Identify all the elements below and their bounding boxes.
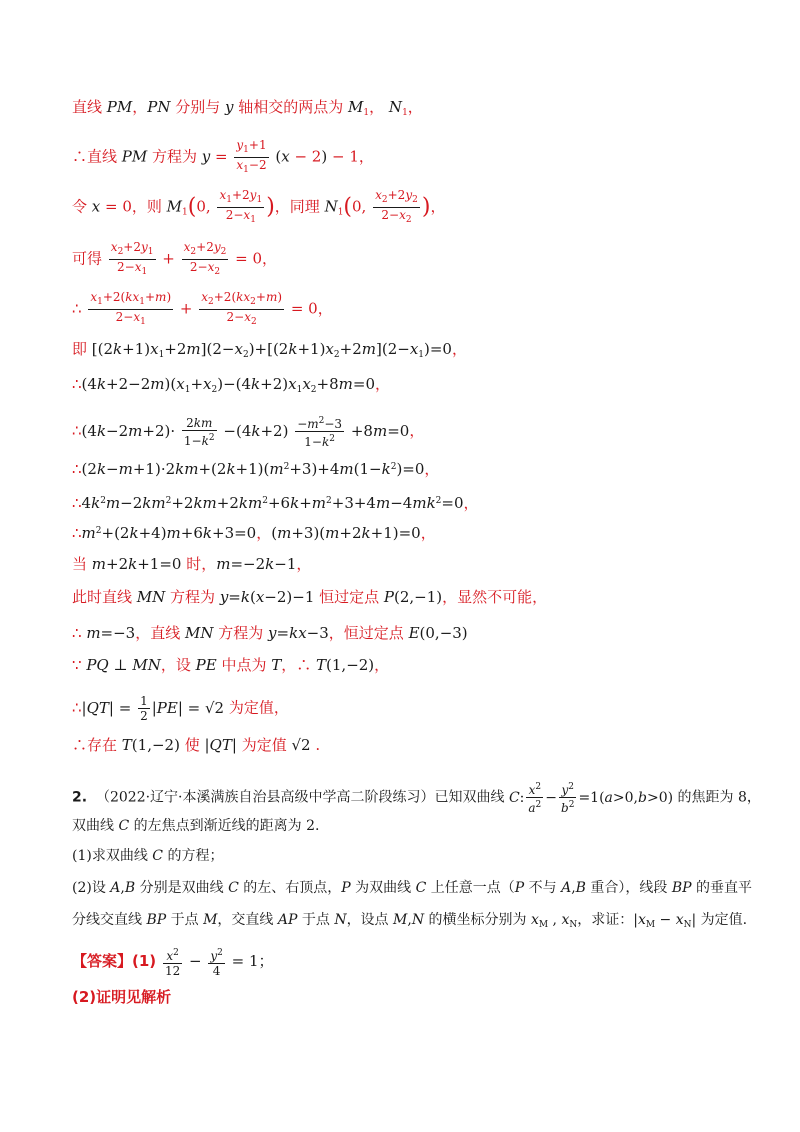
solution-line-13: 此时直线 MN 方程为 y=k(x−2)−1 恒过定点 P(2,−1)，显然不可能，	[72, 588, 548, 606]
solution-line-15: ∵ PQ ⊥ MN，设 PE 中点为 T，∴ T(1,−2)，	[72, 656, 390, 674]
answer-line-2: (2)证明见解析	[72, 988, 172, 1006]
solution-line-5: ∴ $\frac{x_1+2(kx_1+m)}{2-x_1}$ + $\frac{x_2+2(kx_2+m)}{2-x_2}$ = 0，	[72, 290, 333, 327]
solution-line-11: $\therefore m^2+(2k+4)m+6k+3=0$，(m+3)(m+2k+1)=0，	[72, 524, 436, 542]
solution-line-6: 即 $[(2k+1)x_1+2m](2-x_2)+[(2k+1)x_2+2m](2-x_1)=0$，	[72, 340, 467, 360]
solution-line-4: 可得 $\frac{x_2+2y_1}{2-x_1}$ + $\frac{x_2+2y_2}{2-x_2}$ = 0，	[72, 240, 278, 277]
problem-2-line-1: 2. （2022·辽宁·本溪满族自治县高级中学高二阶段练习）已知双曲线 C: $\frac{x^2}{a^2}$ − $\frac{y^2}{b^2}$ =1(a>0,b>0) 的焦距为 8，	[72, 782, 761, 815]
solution-line-14: ∴ m=−3，直线 MN 方程为 y=kx−3，恒过定点 E(0,−3)	[72, 624, 468, 642]
solution-line-2: ∴直线 PM 方程为 y = $\frac{y_1+1}{x_1-2}$ (x − 2) − 1，	[72, 138, 374, 175]
problem-2-part-1: (1)求双曲线 C 的方程；	[72, 848, 224, 864]
problem-2-line-2: 双曲线 C 的左焦点到渐近线的距离为 2.	[72, 818, 320, 834]
solution-line-1: 直线 PM，PN 分别与 y 轴相交的两点为 $M_1$， $N_1$，	[72, 98, 423, 118]
solution-line-10: $\therefore 4k^2m-2km^2+2km+2km^2+6k+m^2+3+4m-4mk^2=0$，	[72, 494, 479, 512]
problem-2-part-2-b: 分线交直线 BP 于点 M，交直线 AP 于点 N，设点 M,N 的横坐标分别为 $x_M$ , $x_N$，求证：$|x_M - x_N|$ 为定值.	[72, 912, 748, 930]
solution-line-8: ∴(4k−2m+2)· $\frac{2km}{1-k^2}$ −(4k+2) $\frac{-m^2-3}{1-k^2}$ +8m=0，	[72, 415, 425, 449]
answer-line-1: 【答案】(1) $\frac{x^2}{12}$ − $\frac{y^2}{4}$ = 1；	[72, 948, 274, 978]
problem-2-part-2-a: (2)设 A,B 分别是双曲线 C 的左、右顶点，P 为双曲线 C 上任意一点（P 不与 A,B 重合），线段 BP 的垂直平	[72, 880, 753, 896]
solution-line-12: 当 m+2k+1=0 时，m=−2k−1，	[72, 555, 312, 573]
solution-line-16: ∴|QT| = $\frac{1}{2}$ |PE| = √2 为定值，	[72, 694, 289, 723]
solution-line-7: $\therefore(4k+2-2m)(x_1+x_2)-(4k+2)x_1x_2+8m=0$，	[72, 375, 391, 395]
solution-line-17: ∴存在 T(1,−2) 使 |QT| 为定值 √2 .	[72, 736, 321, 754]
solution-line-9: $\therefore(2k-m+1)\cdot 2km+(2k+1)(m^2+3)+4m(1-k^2)=0$，	[72, 460, 440, 478]
solution-line-3: 令 x = 0，则 $M_1(0$, $\frac{x_1+2y_1}{2-x_1}$ )，同理 $N_1(0$, $\frac{x_2+2y_2}{2-x_2}$ )，	[72, 188, 446, 225]
